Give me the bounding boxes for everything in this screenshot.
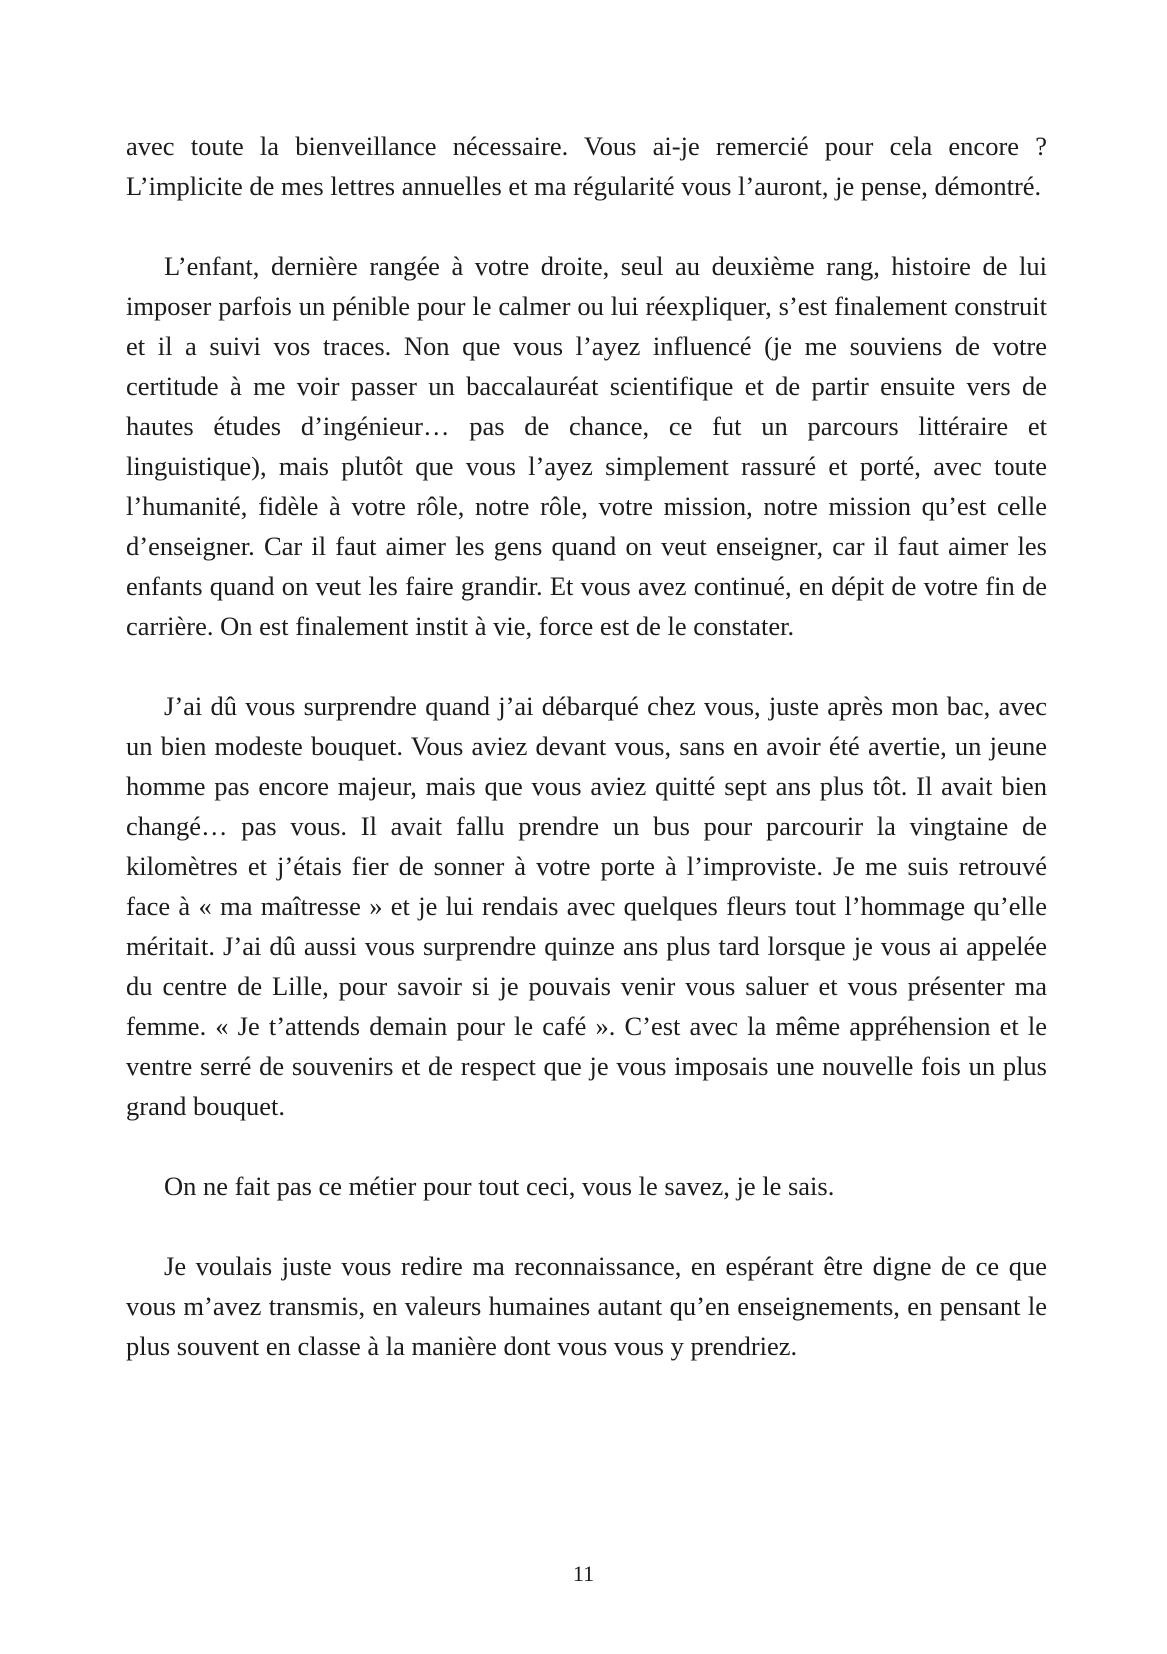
paragraph-gratitude: Je voulais juste vous redire ma reconnaissance, en espérant être digne de ce que vous m’avez transmis, en valeurs humaines autant qu’en enseignements, en pensant le plus souvent en classe à la manière dont vous vous y prendriez. [126, 1251, 1047, 1361]
body-text [126, 126, 1047, 1406]
page-number: 11 [572, 1561, 595, 1586]
paragraph-profession: On ne fait pas ce métier pour tout ceci, vous le savez, je le sais. [164, 1171, 835, 1201]
paragraph-continued: avec toute la bienveillance nécessaire. Vous ai-je remercié pour cela encore ? L’implicite de mes lettres annuelles et ma régularité vous l’auront, je pense, démontré. [126, 131, 1047, 201]
paragraph-visits: J’ai dû vous surprendre quand j’ai débarqué chez vous, juste après mon bac, avec un bien modeste bouquet. Vous aviez devant vous, sans en avoir été avertie, un jeune homme pas encore majeur, mais que vous aviez quitté sept ans plus tôt. Il avait bien changé… pas vous. Il avait fallu prendre un bus pour parcourir la vingtaine de kilomètres et j’étais fier de sonner à votre porte à l’improviste. Je me suis retrouvé face à « ma maîtresse » et je lui rendais avec quelques fleurs tout l’hommage qu’elle méritait. J’ai dû aussi vous surprendre quinze ans plus tard lorsque je vous ai appelée du centre de Lille, pour savoir si je pouvais venir vous saluer et vous présenter ma femme. « Je t’attends demain pour le café ». C’est avec la même appréhension et le ventre serré de souvenirs et de respect que je vous imposais une nouvelle fois un plus grand bouquet. [126, 691, 1047, 1121]
paragraph-child-path: L’enfant, dernière rangée à votre droite, seul au deuxième rang, histoire de lui imposer parfois un pénible pour le calmer ou lui réexpliquer, s’est finalement construit et il a suivi vos traces. Non que vous l’ayez influencé (je me souviens de votre certitude à me voir passer un baccalauréat scientifique et de partir ensuite vers de hautes études d’ingénieur… pas de chance, ce fut un parcours littéraire et linguistique), mais plutôt que vous l’ayez simplement rassuré et porté, avec toute l’humanité, fidèle à votre rôle, notre rôle, votre mission, notre mission qu’est celle d’enseigner. Car il faut aimer les gens quand on veut enseigner, car il faut aimer les enfants quand on veut les faire grandir. Et vous avez continué, en dépit de votre fin de carrière. On est finalement instit à vie, force est de le constater. [126, 251, 1047, 641]
